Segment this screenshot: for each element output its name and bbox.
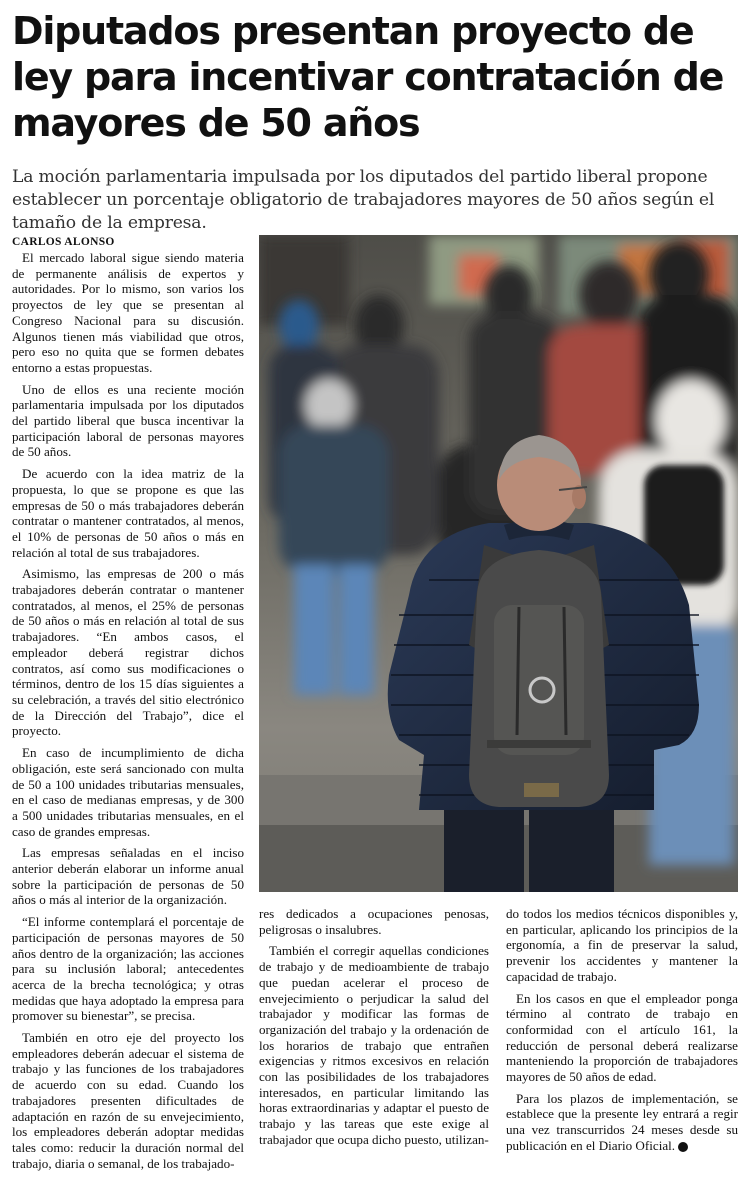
paragraph: Uno de ellos es una reciente moción parlamentaria impulsada por los diputados del partido liberal que busca incentivar la participación laboral de personas mayores de 50 años. <box>12 381 244 460</box>
lead-paragraph: La moción parlamentaria impulsada por los diputados del partido liberal propone establecer un porcentaje obligatorio de trabajadores mayores de 50 años según el tamaño de la empresa. <box>12 167 715 233</box>
paragraph: También el corregir aquellas condiciones de trabajo y de medioambiente de trabajo que puedan acelerar el proceso de envejecimiento o perjudicar la salud del trabajador y modificar las formas de organización del trabajo y la ordenación de los horarios de trabajo que entrañen exigencias y ritmos excesivos en relación con las posibilidades de los trabajadores interesados, en particular limitando las horas extraordinarias y adaptar el puesto de trabajo y las tareas que este exige al trabajador que ocupa dicho puesto, utilizan- <box>259 943 489 1147</box>
paragraph: En los casos en que el empleador ponga término al contrato de trabajo en conformidad con el artículo 161, la reducción de personal deberá realizarse manteniendo la proporción de trabajadores mayores de 50 años de edad. <box>506 990 738 1085</box>
paragraph: res dedicados a ocupaciones penosas, peligrosas o insalubres. <box>259 906 489 937</box>
article-photo <box>259 235 738 892</box>
paragraph: do todos los medios técnicos disponibles y, en particular, aplicando los principios de la ergonomía, a fin de preservar la salud, prevenir los accidentes y mantener la capacidad de trabajo. <box>506 906 738 984</box>
article-column-3 <box>506 906 738 1160</box>
paragraph: En caso de incumplimiento de dicha obligación, este será sancionado con multa de 50 a 100 unidades tributarias mensuales, en el caso de medianas empresas, y de 300 a 500 unidades tributarias mensuales, en el caso de grandes empresas. <box>12 745 244 839</box>
paragraph: “El informe contemplará el porcentaje de participación de personas mayores de 50 años dentro de la organización; las acciones para su inclusión laboral; antecedentes acerca de la brecha tecnológica; y otras medidas que haya adoptado la empresa para promover su bienestar”, se precisa. <box>12 914 244 1024</box>
byline: CARLOS ALONSO <box>12 236 115 248</box>
paragraph: Asimismo, las empresas de 200 o más trabajadores deberán contratar o mantener contratados, al menos, el 25% de personas de 50 años o más en relación al total de sus trabajadores. “En ambos casos, el empleador deberá registrar dichos contratos, así como sus modificaciones o términos, dentro de los 15 días siguientes a su celebración, a través del sitio electrónico de la Dirección del Trabajo”, dice el proyecto. <box>12 566 244 739</box>
paragraph: También en otro eje del proyecto los empleadores deberán adecuar el sistema de trabajo y las funciones de los trabajadores de acuerdo con su edad. Cuando los trabajadores presenten dificultades de adaptación en razón de su envejecimiento, los empleadores deberán adoptar medidas tales como: reducir la duración normal del trabajo, diaria o semanal, de los trabajado- <box>12 1030 244 1171</box>
headline: Diputados presentan proyecto de ley para incentivar contratación de mayores de 50 años <box>12 9 724 145</box>
paragraph: Las empresas señaladas en el inciso anterior deberán elaborar un informe anual sobre la participación de personas de 50 años o más al interior de la organización. <box>12 845 244 908</box>
paragraph-final <box>506 1091 738 1154</box>
end-of-article-icon: P <box>678 1142 688 1152</box>
paragraph: El mercado laboral sigue siendo materia de permanente análisis de expertos y autoridades. Por lo mismo, son varios los proyectos de ley que se presentan al Congreso Nacional para su discusión. Algunos tienen más viabilidad que otros, pero eso no quita que se formen debates entorno a estas propuestas. <box>12 250 244 375</box>
paragraph-text: Para los plazos de implementación, se establece que la presente ley entrará a regir una vez transcurridos 24 meses desde su publicación en el Diario Oficial. <box>506 1090 738 1153</box>
paragraph: De acuerdo con la idea matriz de la propuesta, lo que se propone es que las empresas de 50 o más trabajadores deberán contratar o mantener contratados, al menos, el 10% de personas de 50 años o más en relación al total de sus trabajadores. <box>12 466 244 560</box>
article-column-2 <box>259 906 489 1154</box>
news-photo-icon <box>259 235 738 892</box>
article-column-1 <box>12 250 244 1177</box>
